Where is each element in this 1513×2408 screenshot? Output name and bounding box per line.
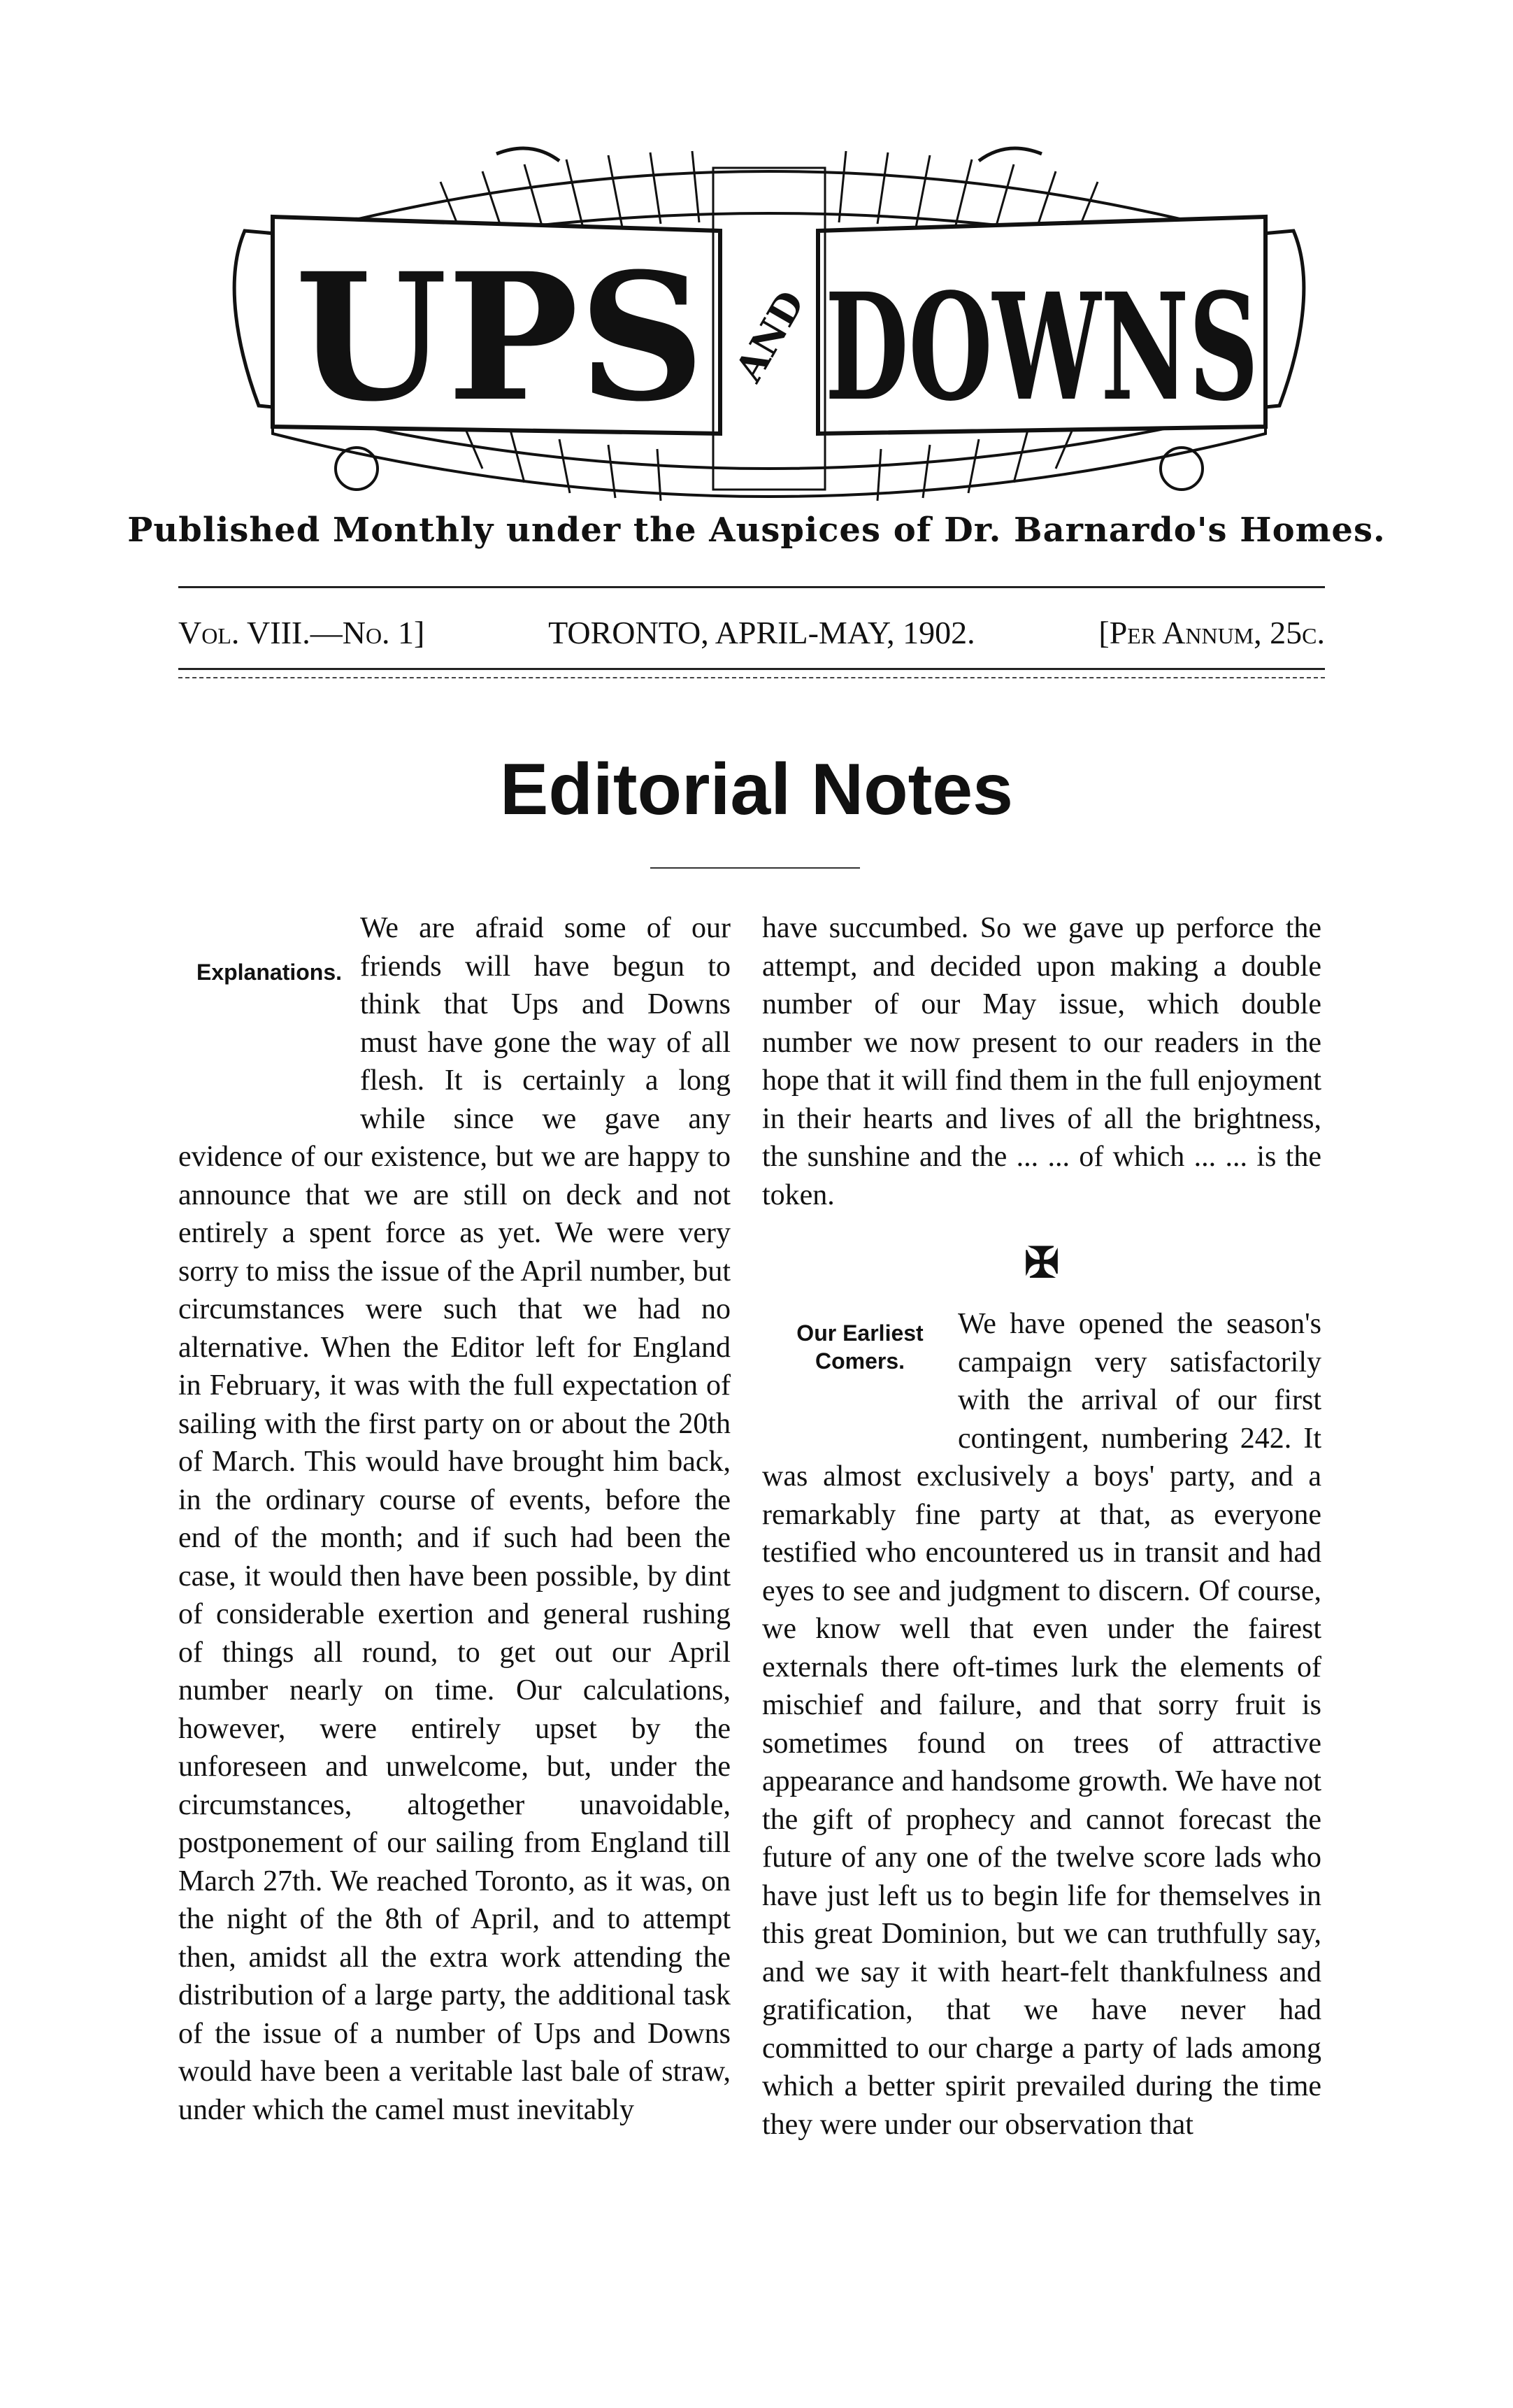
column-right [762,909,1321,2144]
article-earliest-comers-text: We have opened the season's campaign very satisfactorily with the arrival of our first contingent, numbering 242. It was almost exclusively a boys' party, and a remarkably fine party at that, as everyone testified who encountered us in transit and had eyes to see and judgment to discern. Of course, we know well that even under the fairest externals there oft-times lurk the elements of mischief and failure, and that sorry fruit is sometimes found on trees of attractive appearance and handsome growth. We have not the gift of prophecy and cannot forecast the future of any one of the twelve score lads who have just left us to begin life for themselves in this great Dominion, but we can truthfully say, and we say it with heart-felt thankfulness and gratification, that we have never had committed to our charge a party of lads among which a better spirit prevailed during the time they were under our observation that [762,1308,1321,2141]
issue-volume: Vol. VIII.—No. 1] [178,615,425,650]
masthead-word-downs: DOWNS [825,261,1259,434]
publication-subtitle: Published Monthly under the Auspices of Dr. Barnardo's Homes. [127,511,1386,550]
column-left [178,909,731,2129]
sidehead-earliest-comers: Our Earliest Comers. [796,1320,924,1374]
bottom-rule [178,668,1325,670]
page-title: Editorial Notes [500,749,1013,830]
masthead-word-ups: UPS [294,234,705,440]
article-explanations-text: We are afraid some of our friends will have begun to think that Ups and Downs must have gone the way of all flesh. It is certainly a long while since we gave any evidence of our existence, but we are happy to announce that we are still on deck and not entirely a spent force as yet. We were very sorry to miss the issue of the April number, but circumstances were such that we had no alternative. When the Editor left for England in February, it was with the full expectation of sailing with the first party on or about the 20th of March. This would have brought him back, in the ordinary course of events, before the end of the month; and if such had been the case, it would then have been possible, by dint of considerable exertion and general rushing of things all round, to get out our April number nearly on time. Our calculations, however, were entirely upset by the unforeseen and unwelcome, but, under the circumstances, altogether unavoidable, postponement of our sailing from England till March 27th. We reached Toronto, as it was, on the night of the 8th of April, and to attempt then, amidst all the extra work attending the distribution of a large party, the additional task of the issue of a number of Ups and Downs would have been a veritable last bale of straw, under which the camel must inevitably [178,912,731,2126]
title-underline [650,867,860,869]
issue-price: [Per Annum, 25c. [1098,615,1325,650]
article-explanations-continued: have succumbed. So we gave up perforce the attempt, and decided upon making a double number of our May issue, which double number we now present to our readers in the hope that it will find them in the full enjoyment in their hearts and lives of all the brightness, the sunshine and the ... ... of which ... ... is the token. [762,912,1321,1211]
section-divider-icon: ✠ [1024,1240,1060,1286]
bottom-rule-thin [178,677,1325,678]
masthead-word-and: AND [726,283,814,390]
issue-line [178,614,1325,651]
issue-place-date: TORONTO, APRIL-MAY, 1902. [548,615,975,650]
masthead [231,140,1307,504]
top-rule [178,586,1325,588]
sidehead-explanations: Explanations. [196,960,343,985]
